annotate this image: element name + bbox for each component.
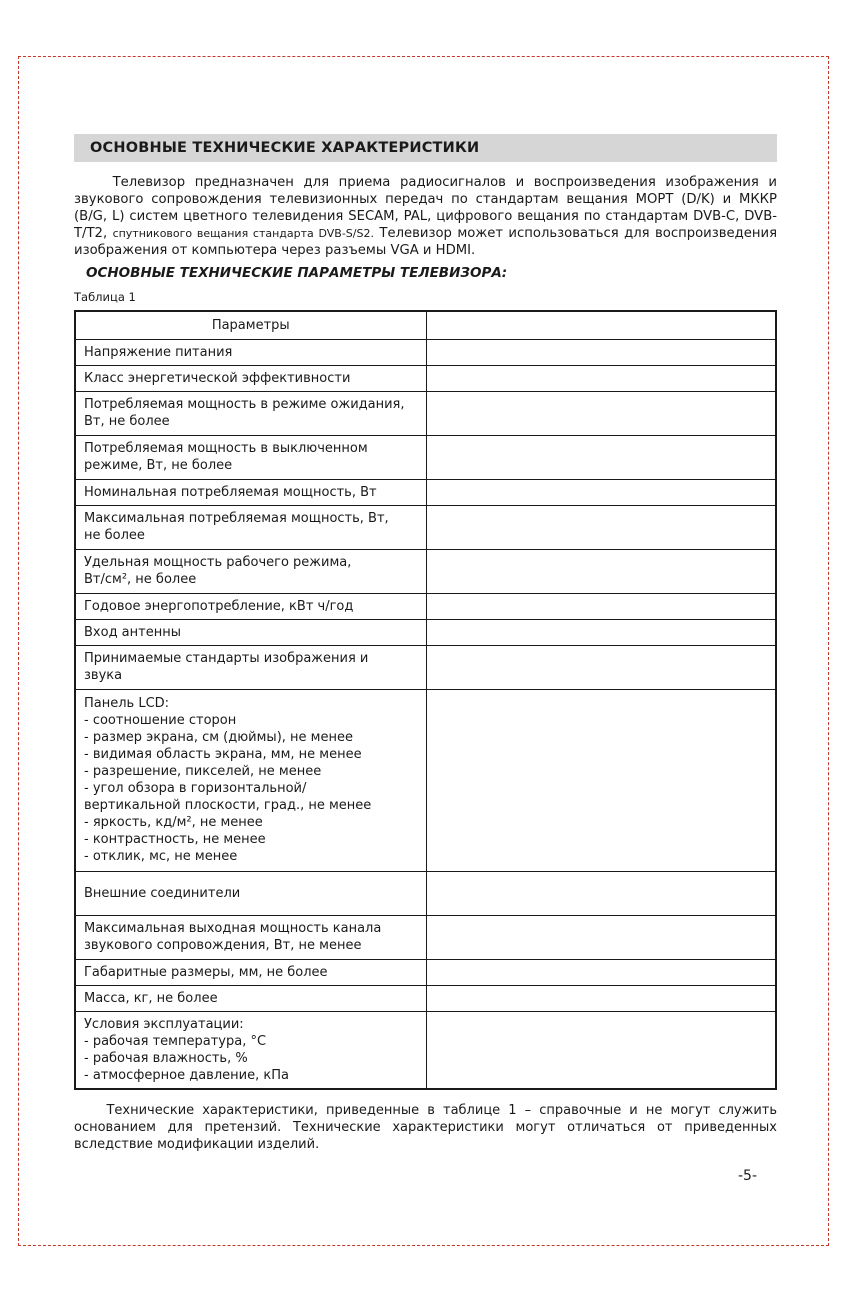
parameter-line: Панель LCD: (84, 696, 170, 711)
value-cell (426, 1011, 776, 1089)
parameter-line: Вход антенны (84, 624, 181, 640)
parameter-line: вертикальной плоскости, град., не менее (84, 798, 372, 813)
parameter-line: Масса, кг, не более (84, 990, 218, 1006)
intro-part-3: Телевизор может использоваться для воспроизведения изображения от компьютера через разъемы VGA и HDMI. (74, 226, 778, 258)
parameter-line: Принимаемые стандарты изображения и (84, 651, 369, 666)
header-value-cell (426, 311, 776, 339)
table-row (75, 505, 776, 549)
parameter-line: Номинальная потребляемая мощность, Вт (84, 484, 377, 500)
value-cell (426, 391, 776, 435)
parameter-cell (75, 339, 426, 365)
table-row (75, 549, 776, 593)
parameter-line: Максимальная потребляемая мощность, Вт, (84, 511, 389, 526)
parameter-cell (75, 593, 426, 619)
table-row (75, 593, 776, 619)
parameter-line: - размер экрана, см (дюймы), не менее (84, 730, 353, 745)
parameter-cell (75, 915, 426, 959)
table-row (75, 479, 776, 505)
parameter-line: Вт, не более (84, 414, 170, 429)
parameter-cell (75, 1011, 426, 1089)
parameter-line: Годовое энергопотребление, кВт ч/год (84, 598, 354, 614)
parameter-line: звука (84, 668, 123, 683)
value-cell (426, 339, 776, 365)
parameter-cell (75, 871, 426, 915)
footer-note (74, 1102, 777, 1153)
parameter-line: Класс энергетической эффективности (84, 370, 351, 386)
value-cell (426, 689, 776, 871)
table-row (75, 435, 776, 479)
parameter-line: Вт/см², не более (84, 572, 197, 587)
parameter-cell (75, 479, 426, 505)
table-row (75, 871, 776, 915)
parameter-line: Условия эксплуатации: (84, 1016, 244, 1032)
parameter-line: - яркость, кд/м², не менее (84, 815, 263, 830)
table-row (75, 365, 776, 391)
parameter-line: - соотношение сторон (84, 713, 237, 728)
parameter-line: звукового сопровождения, Вт, не менее (84, 938, 362, 953)
parameter-line: - рабочая влажность, % (84, 1050, 248, 1066)
table-row (75, 915, 776, 959)
table-row (75, 689, 776, 871)
intro-paragraph (74, 174, 777, 259)
parameter-line: - видимая область экрана, мм, не менее (84, 747, 362, 762)
table-row (75, 619, 776, 645)
parameter-line: Потребляемая мощность в режиме ожидания, (84, 397, 405, 412)
parameter-line: режиме, Вт, не более (84, 458, 233, 473)
header-parameters-cell: Параметры (75, 311, 426, 339)
parameter-cell (75, 985, 426, 1011)
parameter-line: Габаритные размеры, мм, не более (84, 964, 328, 980)
parameter-cell (75, 645, 426, 689)
table-row (75, 1011, 776, 1089)
parameter-line: - рабочая температура, °С (84, 1033, 267, 1049)
parameter-cell (75, 391, 426, 435)
value-cell (426, 619, 776, 645)
page-number: -5- (738, 1168, 758, 1184)
value-cell (426, 549, 776, 593)
section-title: ОСНОВНЫЕ ТЕХНИЧЕСКИЕ ХАРАКТЕРИСТИКИ (74, 134, 777, 162)
value-cell (426, 435, 776, 479)
value-cell (426, 593, 776, 619)
parameter-line: - отклик, мс, не менее (84, 849, 238, 864)
table-caption: Таблица 1 (74, 290, 136, 304)
table-row (75, 391, 776, 435)
parameter-line: не более (84, 528, 145, 543)
parameters-subheading: ОСНОВНЫЕ ТЕХНИЧЕСКИЕ ПАРАМЕТРЫ ТЕЛЕВИЗОРА: (86, 265, 508, 281)
table-row (75, 959, 776, 985)
value-cell (426, 365, 776, 391)
parameter-line: Максимальная выходная мощность канала (84, 921, 382, 936)
intro-part-1: Телевизор предназначен для приема радиосигналов и воспроизведения изображения и звукового сопровождения телевизионных передач по стандартам вещания МОРТ (D/K) и МККР (B/G, L) систем цветного телевидения SECAM, PAL, цифрового вещания по стандартам DVB-C, DVB-T/T2, (74, 175, 777, 241)
parameter-cell (75, 549, 426, 593)
table-row (75, 985, 776, 1011)
footer-note-text: Технические характеристики, приведенные в таблице 1 – справочные и не могут служить основанием для претензий. Технические характеристики могут отличаться от приведенных вследствие модификации изделий. (74, 1103, 777, 1152)
value-cell (426, 645, 776, 689)
intro-part-2: спутникового вещания стандарта DVB-S/S2. (112, 227, 374, 240)
parameter-line: Напряжение питания (84, 344, 233, 360)
parameter-cell (75, 619, 426, 645)
parameter-line: - разрешение, пикселей, не менее (84, 764, 322, 779)
parameter-line: - контрастность, не менее (84, 832, 266, 847)
table-row (75, 339, 776, 365)
parameter-cell (75, 435, 426, 479)
parameter-line: Удельная мощность рабочего режима, (84, 555, 352, 570)
parameter-line: - угол обзора в горизонтальной/ (84, 781, 307, 796)
value-cell (426, 985, 776, 1011)
table-row (75, 645, 776, 689)
value-cell (426, 959, 776, 985)
parameter-line: Потребляемая мощность в выключенном (84, 441, 368, 456)
table-header-row (75, 311, 776, 339)
value-cell (426, 915, 776, 959)
value-cell (426, 479, 776, 505)
parameter-cell (75, 689, 426, 871)
specs-table (74, 310, 777, 1090)
parameter-cell (75, 365, 426, 391)
value-cell (426, 505, 776, 549)
value-cell (426, 871, 776, 915)
parameter-cell (75, 505, 426, 549)
parameter-line: Внешние соединители (84, 885, 241, 901)
parameter-line: - атмосферное давление, кПа (84, 1067, 289, 1083)
parameter-cell (75, 959, 426, 985)
